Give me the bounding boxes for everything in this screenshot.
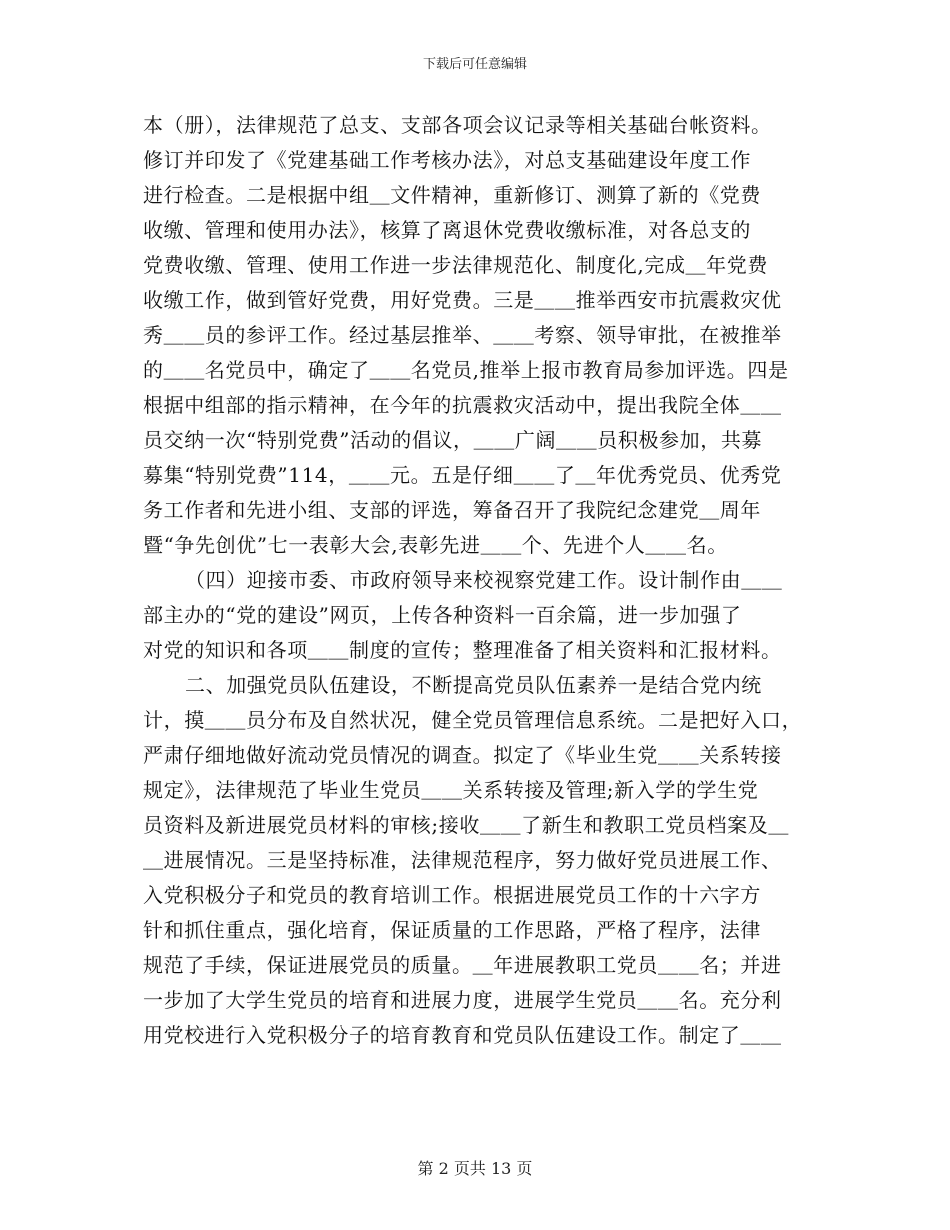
text-line-15: 部主办的“党的建设”网页，上传各种资料一百余篇，进一步加强了 — [143, 603, 742, 627]
text-line-27: 用党校进行入党积极分子的培育教育和党员队伍建设工作。制定了＿＿ — [143, 1023, 782, 1047]
page-footer: 第 2 页共 13 页 — [417, 1159, 533, 1178]
text-line-2: 修订并印发了《党建基础工作考核办法》，对总支基础建设年度工作 — [143, 148, 751, 172]
text-line-7: 秀＿＿员的参评工作。经过基层推举、＿＿考察、领导审批，在被推举 — [143, 323, 782, 347]
text-line-4: 收缴、管理和使用办法》，核算了离退休党费收缴标准，对各总支的 — [143, 218, 751, 242]
text-line-8: 的＿＿名党员中，确定了＿＿名党员,推举上报市教育局参加评选。四是 — [143, 358, 789, 382]
text-line-26: 一步加了大学生党员的培育和进展力度，进展学生党员＿＿名。充分利 — [143, 988, 782, 1012]
text-line-1: 本（册），法律规范了总支、支部各项会议记录等相关基础台帐资料。 — [143, 113, 772, 137]
text-line-18: 计，摸＿＿员分布及自然状况，健全党员管理信息系统。二是把好入口， — [143, 708, 803, 732]
text-line-22: ＿进展情况。三是坚持标准，法律规范程序，努力做好党员进展工作、 — [143, 848, 782, 872]
text-line-23: 入党积极分子和党员的教育培训工作。根据进展党员工作的十六字方 — [143, 883, 761, 907]
text-line-20: 规定》，法律规范了毕业生党员＿＿关系转接及管理;新入学的学生党 — [143, 778, 759, 802]
page-header: 下载后可任意编辑 — [422, 57, 527, 72]
text-line-21: 员资料及新进展党员材料的审核;接收＿＿了新生和教职工党员档案及＿ — [143, 813, 789, 837]
text-line-3: 进行检查。二是根据中组＿文件精神，重新修订、测算了新的《党费 — [143, 183, 761, 207]
text-line-19: 严肃仔细地做好流动党员情况的调查。拟定了《毕业生党＿＿关系转接 — [143, 743, 782, 767]
text-line-17: 二、加强党员队伍建设，不断提高党员队伍素养一是结合党内统 — [185, 673, 762, 697]
text-line-25: 规范了手续，保证进展党员的质量。＿年进展教职工党员＿＿名；并进 — [143, 953, 782, 977]
text-line-16: 对党的知识和各项＿＿制度的宣传；整理准备了相关资料和汇报材料。 — [143, 638, 782, 662]
text-line-12: 务工作者和先进小组、支部的评选，筹备召开了我院纪念建党＿周年 — [143, 498, 761, 522]
text-line-24: 针和抓住重点，强化培育，保证质量的工作思路，严格了程序，法律 — [143, 918, 761, 942]
text-line-5: 党费收缴、管理、使用工作进一步法律规范化、制度化,完成＿年党费 — [143, 253, 768, 277]
text-line-13: 暨“争先创优”七一表彰大会,表彰先进＿＿个、先进个人＿＿名。 — [143, 533, 728, 557]
text-line-11: 募集“特别党费”114，＿＿元。五是仔细＿＿了＿年优秀党员、优秀党 — [143, 463, 782, 487]
text-line-9: 根据中组部的指示精神，在今年的抗震救灾活动中，提出我院全体＿＿ — [143, 393, 782, 417]
text-line-14: （四）迎接市委、市政府领导来校视察党建工作。设计制作由＿＿ — [185, 568, 783, 592]
text-line-6: 收缴工作，做到管好党费，用好党费。三是＿＿推举西安市抗震救灾优 — [143, 288, 782, 312]
text-line-10: 员交纳一次“特别党费”活动的倡议，＿＿广阔＿＿员积极参加，共募 — [143, 428, 763, 452]
